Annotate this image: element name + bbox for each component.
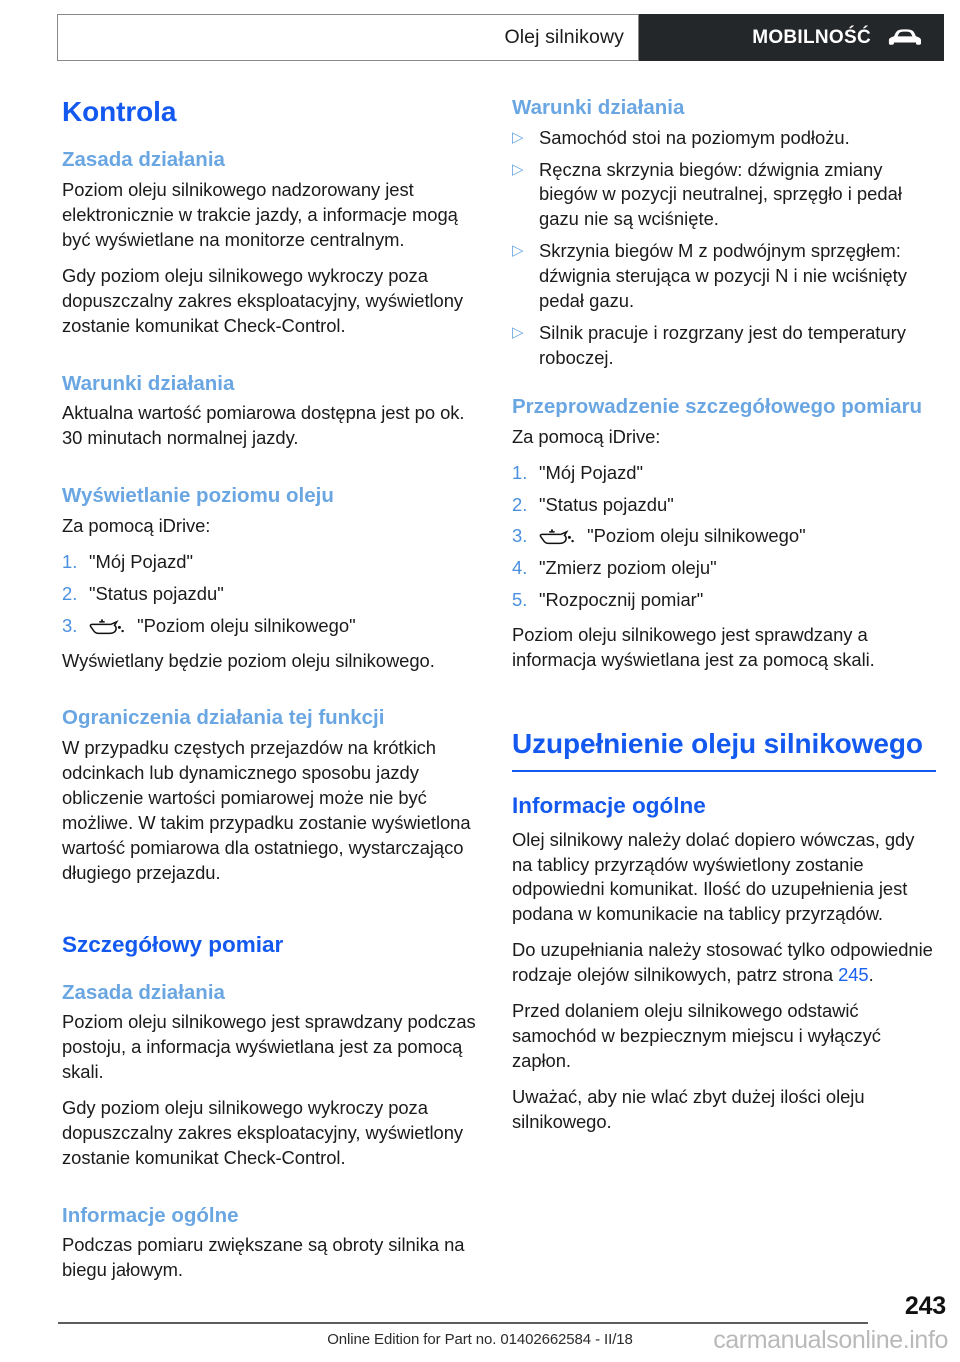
heading-warunki-dzialania-right: Warunki działania <box>512 96 685 119</box>
list-item <box>512 493 936 518</box>
list-item <box>512 461 936 486</box>
page-cross-reference[interactable]: 245 <box>838 964 869 986</box>
paragraph: Poziom oleju silnikowego jest sprawdzany podczas postoju, a informacja wyświetlana jest za pomocą skali. <box>62 1011 476 1083</box>
spacer <box>512 684 936 728</box>
paragraph: Podczas pomiaru zwiększane są obroty silnika na biegu jałowym. <box>62 1234 465 1281</box>
list-item-label: Skrzynia biegów M z podwójnym sprzęgłem: dźwignia sterująca w pozycji N i nie wciśnięty pedał gazu. <box>539 240 907 312</box>
car-front-icon <box>888 28 922 48</box>
header-chapter-tab[interactable] <box>639 14 944 61</box>
list-item <box>512 556 936 581</box>
list-marker: 3. <box>512 525 528 547</box>
ordered-list-przeprowadzenie <box>512 461 936 614</box>
paragraph: Gdy poziom oleju silnikowego wykroczy poza dopuszczalny zakres eksploatacyjny, wyświetlony zostanie komunikat Check-Control. <box>62 264 464 336</box>
chapter-title-uzupelnienie: Uzupełnienie oleju silnikowego <box>512 728 936 771</box>
paragraph-text-tail: . <box>868 964 874 986</box>
header-section-tab[interactable] <box>57 14 639 61</box>
list-item <box>62 582 486 607</box>
paragraph: Za pomocą iDrive: <box>62 514 211 536</box>
spacer <box>62 134 486 148</box>
page-number: 243 <box>904 1292 946 1320</box>
header-chapter-label: MOBILNOŚĆ <box>752 26 871 48</box>
list-item <box>512 239 936 314</box>
list-item-label: Ręczna skrzynia biegów: dźwignia zmiany biegów w pozycji neutralnej, sprzęgło i pedał gazu nie są wciśnięte. <box>539 158 902 230</box>
list-item-label: Silnik pracuje i rozgrzany jest do temperatury roboczej. <box>539 322 906 369</box>
page-title: Kontrola <box>62 96 177 127</box>
paragraph: Poziom oleju silnikowego jest sprawdzany a informacja wyświetlana jest za pomocą skali. <box>512 624 875 671</box>
paragraph-text: Do uzupełniania należy stosować tylko odpowiednie rodzaje olejów silnikowych, patrz strona <box>512 939 933 986</box>
right-column <box>512 96 936 1135</box>
paragraph: Aktualna wartość pomiarowa dostępna jest po ok. 30 minutach normalnej jazdy. <box>62 402 465 449</box>
list-item <box>512 321 936 371</box>
list-item-label: "Poziom oleju silnikowego" <box>137 614 356 636</box>
spacer <box>512 381 936 395</box>
spacer <box>62 1182 486 1204</box>
list-item-label: "Status pojazdu" <box>539 493 674 515</box>
list-item <box>62 614 486 639</box>
paragraph: Przed dolaniem oleju silnikowego odstawić samochód w bezpiecznym miejscu i wyłączyć zapłon. <box>512 1000 881 1072</box>
list-item <box>62 550 486 575</box>
heading-informacje-ogolne-left: Informacje ogólne <box>62 1203 239 1227</box>
paragraph: Olej silnikowy należy dolać dopiero wówczas, gdy na tablicy przyrządów wyświetlony zostanie odpowiedni komunikat. Ilość do uzupełnienia jest podana w komunikacie na tablicy przyrządów. <box>512 828 915 925</box>
header-section-label: Olej silnikowy <box>504 26 624 48</box>
page-header <box>57 14 944 61</box>
triangle-bullet-icon: ▷ <box>512 160 524 178</box>
list-marker: 2. <box>62 582 78 604</box>
ordered-list-wyswietlanie <box>62 550 486 639</box>
paragraph: Za pomocą iDrive: <box>512 425 661 447</box>
heading-szczegolowy-pomiar: Szczegółowy pomiar <box>62 931 284 957</box>
oil-can-icon <box>89 615 137 636</box>
triangle-bullet-icon: ▷ <box>512 324 524 342</box>
paragraph: Gdy poziom oleju silnikowego wykroczy poza dopuszczalny zakres eksploatacyjny, wyświetlony zostanie komunikat Check-Control. <box>62 1097 464 1168</box>
footer-edition-line: Online Edition for Part no. 01402662584 - II/18 <box>327 1331 633 1348</box>
heading-warunki-dzialania: Warunki działania <box>62 371 235 395</box>
list-marker: 1. <box>62 550 78 572</box>
list-marker: 3. <box>62 614 78 636</box>
heading-zasada-dzialania-1: Zasada działania <box>62 148 225 172</box>
list-item-label: Samochód stoi na poziomym podłożu. <box>539 126 850 148</box>
list-marker: 5. <box>512 589 528 611</box>
bullet-list-warunki <box>512 126 936 371</box>
spacer <box>62 967 486 981</box>
list-item-label: "Poziom oleju silnikowego" <box>587 525 806 547</box>
paragraph: W przypadku częstych przejazdów na krótkich odcinkach lub dynamicznego sposobu jazdy obliczenie wartości pomiarowej może nie być możliwe. W takim przypadku zostanie wyświetlona wartość pomiarowa dla ostatniego, wystarczająco długiego przejazdu. <box>62 737 471 883</box>
paragraph: Wyświetlany będzie poziom oleju silnikowego. <box>62 649 435 671</box>
triangle-bullet-icon: ▷ <box>512 242 524 260</box>
list-marker: 1. <box>512 461 528 483</box>
spacer <box>62 462 486 484</box>
spacer <box>62 684 486 706</box>
site-watermark: carmanualsonline.info <box>713 1326 948 1354</box>
heading-zasada-dzialania-2: Zasada działania <box>62 980 225 1004</box>
list-item-label: "Mój Pojazd" <box>539 461 644 483</box>
heading-przeprowadzenie-pomiaru: Przeprowadzenie szczegółowego pomiaru <box>512 395 923 419</box>
heading-ograniczenia-dzialania: Ograniczenia działania tej funkcji <box>62 706 385 730</box>
spacer <box>62 350 486 372</box>
triangle-bullet-icon: ▷ <box>512 128 524 146</box>
oil-can-icon <box>539 525 587 546</box>
list-item-label: "Rozpocznij pomiar" <box>539 589 704 611</box>
list-item <box>512 158 936 233</box>
footer-divider <box>58 1322 868 1324</box>
list-item <box>512 524 936 549</box>
list-marker: 4. <box>512 557 528 579</box>
paragraph-with-xref <box>512 938 936 988</box>
heading-informacje-ogolne-right: Informacje ogólne <box>512 792 706 818</box>
list-item <box>512 588 936 613</box>
list-item-label: "Mój Pojazd" <box>89 550 194 572</box>
list-item-label: "Status pojazdu" <box>89 582 224 604</box>
paragraph: Uważać, aby nie wlać zbyt dużej ilości oleju silnikowego. <box>512 1086 865 1132</box>
list-item <box>512 126 936 151</box>
list-item-label: "Zmierz poziom oleju" <box>539 557 717 579</box>
left-column <box>62 96 486 1283</box>
list-marker: 2. <box>512 493 528 515</box>
heading-wyswietlanie-poziomu-oleju: Wyświetlanie poziomu oleju <box>62 484 334 508</box>
paragraph: Poziom oleju silnikowego nadzorowany jest elektronicznie w trakcie jazdy, a informacje mogą być wyświetlane na monitorze centralnym. <box>62 179 458 250</box>
spacer <box>62 897 486 931</box>
